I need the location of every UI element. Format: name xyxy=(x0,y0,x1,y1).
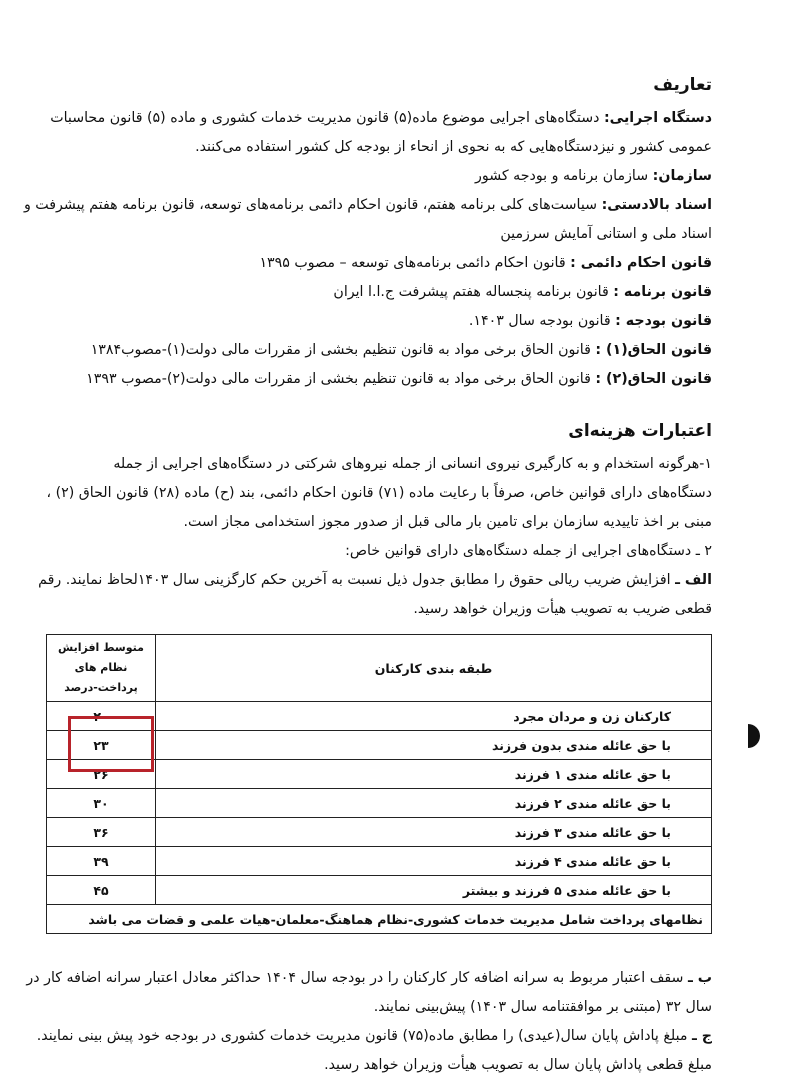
definitions-body xyxy=(23,104,712,394)
definition-line: عمومی کشور و نیزدستگاه‌هایی که به نحوی از انحاء از بودجه کل کشور استفاده می‌کنند. xyxy=(195,139,712,155)
row-category: با حق عائله مندی ۱ فرزند xyxy=(156,760,712,789)
row-category: با حق عائله مندی ۲ فرزند xyxy=(156,789,712,818)
table-footer-row xyxy=(47,905,712,934)
definition-line: دستگاه اجرایی: دستگاه‌های اجرایی موضوع ماده(۵) قانون مدیریت خدمات کشوری و ماده (۵) قانون محاسبات xyxy=(50,110,712,126)
expenses-heading: اعتبارات هزینه‌ای xyxy=(568,421,712,441)
after-line: ب ـ سقف اعتبار مربوط به سرانه اضافه کار کارکنان را در بودجه سال ۱۴۰۴ حداکثر معادل اعتبار سرانه اضافه کار در xyxy=(26,970,712,986)
after-line: سال ۳۲ (مبتنی بر موافقتنامه سال ۱۴۰۳) پیش‌بینی نمایند. xyxy=(373,999,712,1015)
definition-line: سازمان: سازمان برنامه و بودجه کشور xyxy=(475,168,712,184)
salary-increase-table xyxy=(46,634,712,934)
definition-line: قانون بودجه : قانون بودجه سال ۱۴۰۳. xyxy=(468,313,712,329)
section-gap xyxy=(50,394,712,418)
row-percent: ۲۶ xyxy=(47,760,156,789)
row-category: کارکنان زن و مردان مجرد xyxy=(156,702,712,731)
definitions-heading: تعاریف xyxy=(653,75,712,95)
table-row xyxy=(47,876,712,905)
row-category: با حق عائله مندی ۴ فرزند xyxy=(156,847,712,876)
definition-line: قانون الحاق(۱) : قانون الحاق برخی مواد به قانون تنظیم بخشی از مقررات مالی دولت(۱)-مصوب۱۳۸۴ xyxy=(90,342,712,358)
header-percent: متوسط افزایش نظام های پرداخت-درصد xyxy=(47,635,156,702)
definition-line: اسناد ملی و استانی آمایش سرزمین xyxy=(500,226,712,242)
highlight-box xyxy=(68,716,154,772)
after-table-body xyxy=(26,964,712,1080)
expense-line: ۱-هرگونه استخدام و به کارگیری نیروی انسانی از جمله نیروهای شرکتی در دستگاه‌های اجرایی از جمله xyxy=(113,456,712,472)
row-percent: ۲۰ xyxy=(47,702,156,731)
definition-line: اسناد بالادستی: سیاست‌های کلی برنامه هفتم، قانون احکام دائمی برنامه‌های توسعه، قانون برنامه هفتم پیشرفت و xyxy=(23,197,712,213)
table-row xyxy=(47,789,712,818)
row-category: با حق عائله مندی ۵ فرزند و بیشتر xyxy=(156,876,712,905)
definition-line: قانون الحاق(۲) : قانون الحاق برخی مواد به قانون تنظیم بخشی از مقررات مالی دولت(۲)-مصوب ۱۳۹۳ xyxy=(86,371,712,387)
table-footer-note: نظامهای پرداخت شامل مدیریت خدمات کشوری-نظام هماهنگ-معلمان-هیات علمی و قضات می باشد xyxy=(47,905,712,934)
expense-line: الف ـ افزایش ضریب ریالی حقوق را مطابق جدول ذیل نسبت به آخرین حکم کارگزینی سال ۱۴۰۳لحاظ نمایند. رقم xyxy=(38,572,712,588)
page-edge-mark xyxy=(748,724,760,748)
after-line: ج ـ مبلغ پاداش پایان سال(عیدی) را مطابق ماده(۷۵) قانون مدیریت خدمات کشوری در بودجه خود پیش بینی نمایند. xyxy=(36,1028,712,1044)
row-percent: ۳۹ xyxy=(47,847,156,876)
row-category: با حق عائله مندی ۳ فرزند xyxy=(156,818,712,847)
expense-line: دستگاه‌های دارای قوانین خاص، صرفاً با رعایت ماده (۷۱) قانون احکام دائمی، بند (ح) ماده (۲۸) قانون الحاق (۲) ، xyxy=(46,485,712,501)
row-percent: ۲۳ xyxy=(47,731,156,760)
expense-line: مبنی بر اخذ تاییدیه سازمان برای تامین بار مالی قبل از صدور مجوز استخدامی مجاز است. xyxy=(183,514,712,530)
row-category: با حق عائله مندی بدون فرزند xyxy=(156,731,712,760)
after-line: مبلغ قطعی پاداش پایان سال به تصویب هیأت وزیران خواهد رسید. xyxy=(324,1057,712,1073)
definition-line: قانون برنامه : قانون برنامه پنجساله هفتم پیشرفت ج.ا.ا ایران xyxy=(333,284,712,300)
salary-table-wrapper xyxy=(46,634,712,934)
row-percent: ۳۰ xyxy=(47,789,156,818)
table-header-row xyxy=(47,635,712,702)
expense-line: ۲ ـ دستگاه‌های اجرایی از جمله دستگاه‌های دارای قوانین خاص: xyxy=(345,543,712,559)
table-row xyxy=(47,847,712,876)
row-percent: ۳۶ xyxy=(47,818,156,847)
header-category: طبقه بندی کارکنان xyxy=(156,635,712,702)
table-row xyxy=(47,818,712,847)
expenses-body xyxy=(38,450,712,624)
row-percent: ۴۵ xyxy=(47,876,156,905)
expense-line: قطعی ضریب به تصویب هیأت وزیران خواهد رسید. xyxy=(413,601,712,617)
definition-line: قانون احکام دائمی : قانون احکام دائمی برنامه‌های توسعه – مصوب ۱۳۹۵ xyxy=(259,255,712,271)
